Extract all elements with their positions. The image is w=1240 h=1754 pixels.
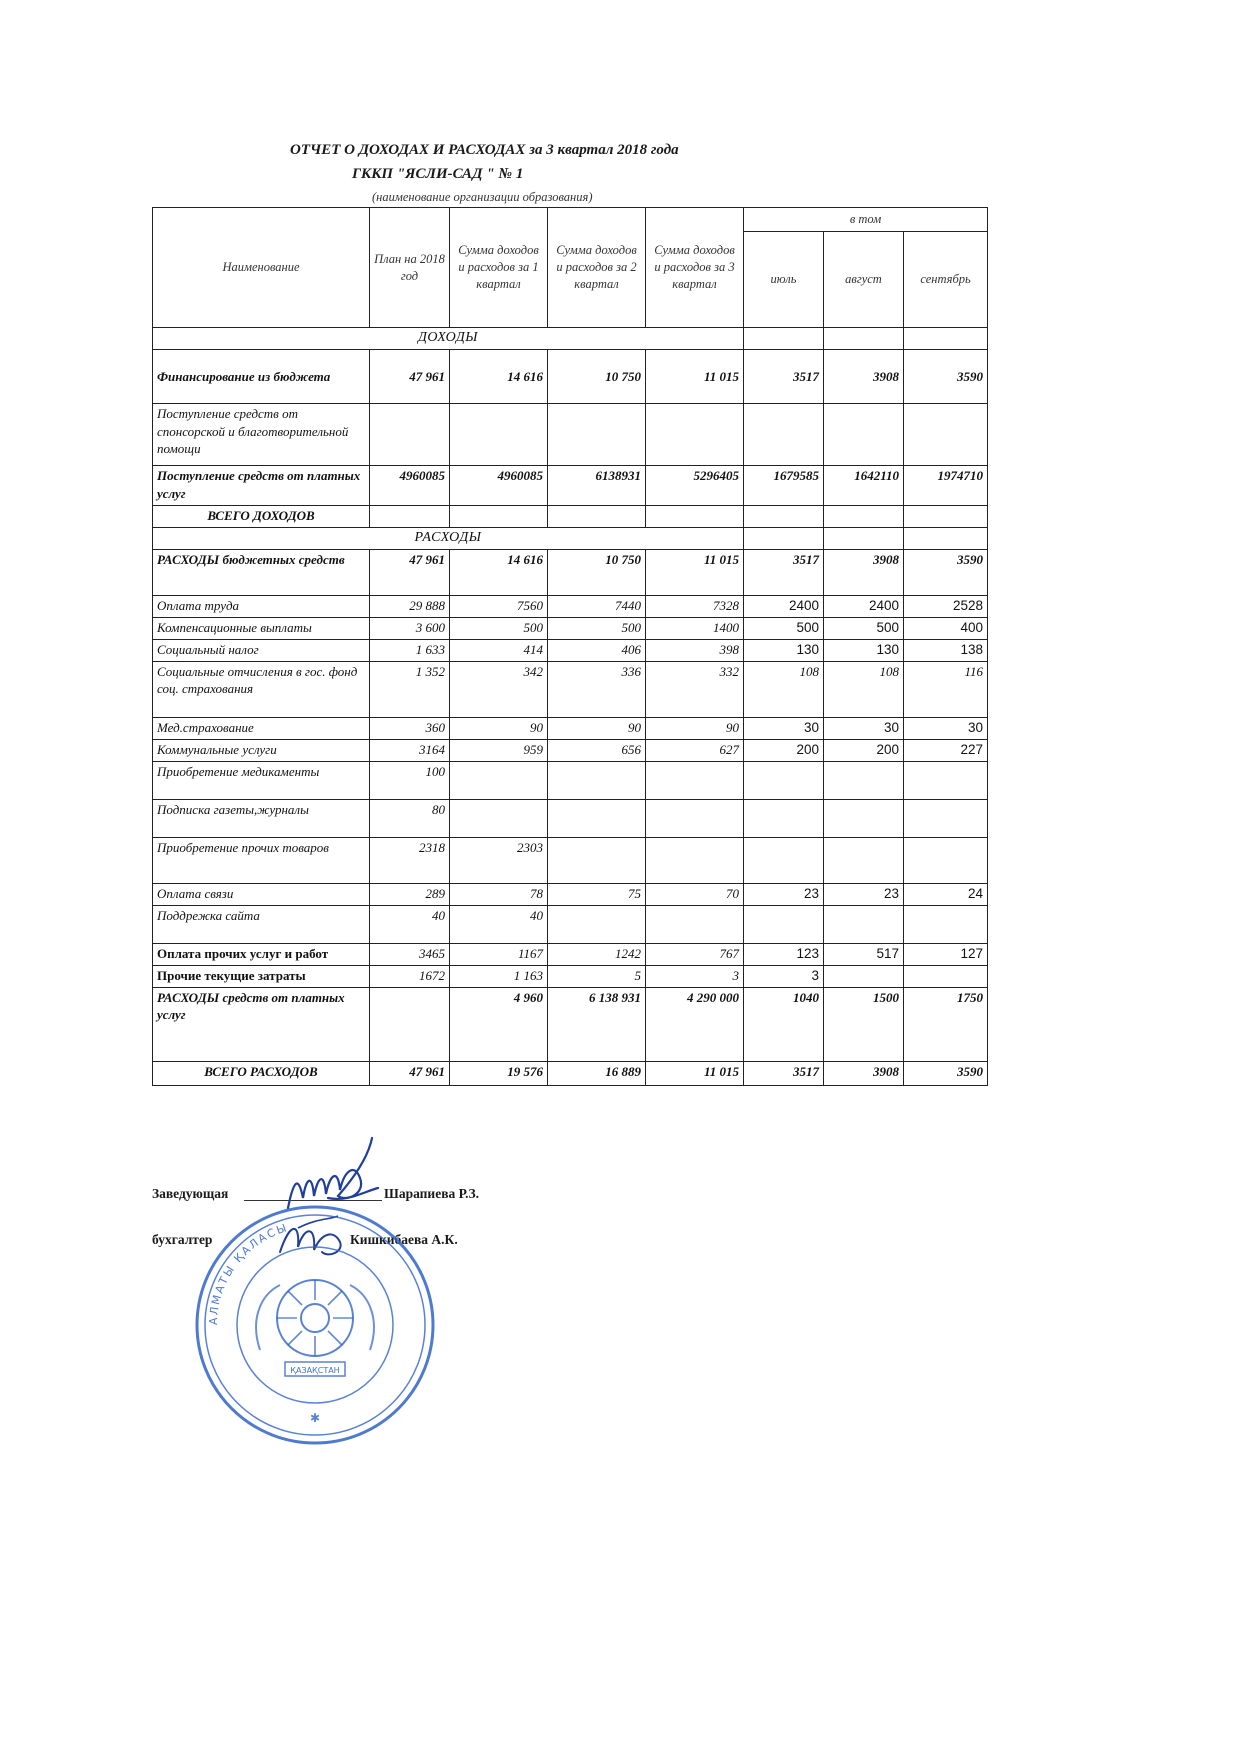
table-row	[153, 1061, 988, 1085]
cell-m2	[824, 799, 904, 837]
row-label: Оплата труда	[153, 595, 370, 617]
table-row	[153, 987, 988, 1061]
cell-q2	[548, 799, 646, 837]
cell-m1	[744, 761, 824, 799]
cell-plan: 100	[370, 761, 450, 799]
section-expenses: РАСХОДЫ	[153, 528, 744, 550]
cell-m1: 3	[744, 965, 824, 987]
cell-m1: 3517	[744, 1061, 824, 1085]
row-label: РАСХОДЫ бюджетных средств	[153, 549, 370, 595]
row-label: ВСЕГО ДОХОДОВ	[153, 506, 370, 528]
cell-m2	[824, 404, 904, 466]
cell-q1: 19 576	[450, 1061, 548, 1085]
row-label: Оплата связи	[153, 883, 370, 905]
cell-q2: 6 138 931	[548, 987, 646, 1061]
cell-q1: 14 616	[450, 549, 548, 595]
cell-m3	[904, 404, 988, 466]
cell-q2	[548, 506, 646, 528]
row-label: Коммунальные услуги	[153, 739, 370, 761]
cell-q3	[646, 761, 744, 799]
table-row	[153, 617, 988, 639]
cell-m3	[904, 506, 988, 528]
cell-plan	[370, 506, 450, 528]
table-row	[153, 943, 988, 965]
cell-q2: 656	[548, 739, 646, 761]
row-label: Поддрежка сайта	[153, 905, 370, 943]
cell-q1: 342	[450, 661, 548, 717]
cell-m2: 500	[824, 617, 904, 639]
cell-m2: 3908	[824, 549, 904, 595]
cell-q3: 767	[646, 943, 744, 965]
cell-plan: 1 352	[370, 661, 450, 717]
cell-m3	[904, 837, 988, 883]
cell-q2: 7440	[548, 595, 646, 617]
cell-q2	[548, 837, 646, 883]
col-header-september: сентябрь	[904, 232, 988, 328]
cell-m1	[744, 506, 824, 528]
cell-q3: 7328	[646, 595, 744, 617]
cell-m2: 1500	[824, 987, 904, 1061]
cell-q3	[646, 506, 744, 528]
cell-q1	[450, 506, 548, 528]
col-header-plan: План на 2018 год	[370, 208, 450, 328]
table-row	[153, 639, 988, 661]
cell-m3: 3590	[904, 350, 988, 404]
col-header-q2: Сумма доходов и расходов за 2 квартал	[548, 208, 646, 328]
cell-q1: 500	[450, 617, 548, 639]
report-title: ОТЧЕТ О ДОХОДАХ И РАСХОДАХ за 3 квартал 2018 года	[290, 142, 679, 158]
cell-plan: 1 633	[370, 639, 450, 661]
row-label: ВСЕГО РАСХОДОВ	[153, 1061, 370, 1085]
table-row	[153, 739, 988, 761]
cell-q3: 398	[646, 639, 744, 661]
cell-q3: 1400	[646, 617, 744, 639]
cell-m3: 30	[904, 717, 988, 739]
cell-q3	[646, 404, 744, 466]
cell-plan: 47 961	[370, 350, 450, 404]
cell-q2: 90	[548, 717, 646, 739]
cell-plan: 80	[370, 799, 450, 837]
cell-m1: 1040	[744, 987, 824, 1061]
cell-plan: 289	[370, 883, 450, 905]
cell-m3	[904, 761, 988, 799]
cell-plan: 360	[370, 717, 450, 739]
cell-q1: 4960085	[450, 466, 548, 506]
table-row	[153, 350, 988, 404]
cell-plan: 3164	[370, 739, 450, 761]
cell-q2: 10 750	[548, 350, 646, 404]
cell-q2: 16 889	[548, 1061, 646, 1085]
cell-plan: 1672	[370, 965, 450, 987]
cell-m3: 3590	[904, 549, 988, 595]
row-label: Социальный налог	[153, 639, 370, 661]
accountant-role: бухгалтер	[152, 1232, 213, 1247]
cell-q1: 14 616	[450, 350, 548, 404]
cell-m2: 3908	[824, 350, 904, 404]
cell-q2	[548, 905, 646, 943]
cell-q2: 406	[548, 639, 646, 661]
cell-q1: 2303	[450, 837, 548, 883]
cell-m2	[824, 965, 904, 987]
cell-m1: 3517	[744, 350, 824, 404]
cell-m3	[904, 799, 988, 837]
cell-m1	[744, 799, 824, 837]
svg-text:✱: ✱	[309, 1411, 321, 1425]
cell-q3: 4 290 000	[646, 987, 744, 1061]
organization-caption: (наименование организации образования)	[372, 190, 593, 204]
cell-m3: 116	[904, 661, 988, 717]
cell-m2: 23	[824, 883, 904, 905]
cell-q2: 500	[548, 617, 646, 639]
cell-m2: 200	[824, 739, 904, 761]
col-header-august: август	[824, 232, 904, 328]
cell-m1: 1679585	[744, 466, 824, 506]
cell-m2	[824, 837, 904, 883]
cell-q1: 1 163	[450, 965, 548, 987]
cell-q2: 6138931	[548, 466, 646, 506]
table-row	[153, 883, 988, 905]
cell-m2	[824, 905, 904, 943]
cell-m1	[744, 837, 824, 883]
row-label: Мед.страхование	[153, 717, 370, 739]
table-row	[153, 404, 988, 466]
cell-plan	[370, 404, 450, 466]
cell-q3	[646, 905, 744, 943]
row-label: РАСХОДЫ средств от платных услуг	[153, 987, 370, 1061]
stamp-center-text: ҚАЗАҚСТАН	[290, 1366, 340, 1375]
cell-m1: 130	[744, 639, 824, 661]
organization-name: ГККП "ЯСЛИ-САД " № 1	[352, 166, 524, 182]
cell-m3: 1974710	[904, 466, 988, 506]
row-label: Подписка газеты,журналы	[153, 799, 370, 837]
table-row	[153, 661, 988, 717]
cell-q1: 78	[450, 883, 548, 905]
cell-q3: 627	[646, 739, 744, 761]
cell-q1	[450, 799, 548, 837]
cell-m1: 123	[744, 943, 824, 965]
cell-q3: 11 015	[646, 1061, 744, 1085]
cell-q2: 336	[548, 661, 646, 717]
cell-m1: 2400	[744, 595, 824, 617]
cell-q2: 1242	[548, 943, 646, 965]
table-row	[153, 595, 988, 617]
cell-m2: 3908	[824, 1061, 904, 1085]
cell-q3: 5296405	[646, 466, 744, 506]
cell-m1	[744, 404, 824, 466]
cell-q1: 7560	[450, 595, 548, 617]
row-label: Социальные отчисления в гос. фонд соц. страхования	[153, 661, 370, 717]
cell-m3: 127	[904, 943, 988, 965]
row-label: Оплата прочих услуг и работ	[153, 943, 370, 965]
col-header-q3: Сумма доходов и расходов за 3 квартал	[646, 208, 744, 328]
cell-m1: 200	[744, 739, 824, 761]
section-income: ДОХОДЫ	[153, 328, 744, 350]
cell-plan: 2318	[370, 837, 450, 883]
cell-m3: 1750	[904, 987, 988, 1061]
cell-plan: 47 961	[370, 549, 450, 595]
cell-q3: 70	[646, 883, 744, 905]
cell-plan: 47 961	[370, 1061, 450, 1085]
row-label: Финансирование из бюджета	[153, 350, 370, 404]
cell-q1	[450, 404, 548, 466]
col-header-july: июль	[744, 232, 824, 328]
accountant-name: Кишкибаева А.К.	[350, 1232, 458, 1247]
cell-plan: 40	[370, 905, 450, 943]
row-label: Прочие текущие затраты	[153, 965, 370, 987]
cell-m2: 130	[824, 639, 904, 661]
cell-m1: 500	[744, 617, 824, 639]
cell-m3: 24	[904, 883, 988, 905]
cell-m1: 3517	[744, 549, 824, 595]
cell-q1: 40	[450, 905, 548, 943]
col-header-including: в том	[744, 208, 988, 232]
cell-q3: 332	[646, 661, 744, 717]
cell-q1: 414	[450, 639, 548, 661]
table-row	[153, 905, 988, 943]
cell-q1	[450, 761, 548, 799]
cell-m2: 517	[824, 943, 904, 965]
cell-q3	[646, 837, 744, 883]
cell-plan: 3465	[370, 943, 450, 965]
cell-m3: 227	[904, 739, 988, 761]
cell-q1: 4 960	[450, 987, 548, 1061]
cell-plan: 29 888	[370, 595, 450, 617]
col-header-q1: Сумма доходов и расходов за 1 квартал	[450, 208, 548, 328]
income-expense-table	[152, 207, 988, 1086]
cell-q1: 90	[450, 717, 548, 739]
table-row	[153, 717, 988, 739]
official-stamp	[190, 1200, 440, 1450]
table-row	[153, 549, 988, 595]
cell-q2: 75	[548, 883, 646, 905]
head-name: Шарапиева Р.З.	[384, 1186, 480, 1201]
table-row	[153, 965, 988, 987]
row-label: Компенсационные выплаты	[153, 617, 370, 639]
cell-m3: 138	[904, 639, 988, 661]
cell-m2: 1642110	[824, 466, 904, 506]
table-row	[153, 761, 988, 799]
cell-m2: 30	[824, 717, 904, 739]
cell-q2: 10 750	[548, 549, 646, 595]
cell-m3	[904, 905, 988, 943]
cell-m3: 3590	[904, 1061, 988, 1085]
cell-m1	[744, 905, 824, 943]
cell-m2	[824, 761, 904, 799]
cell-q3: 90	[646, 717, 744, 739]
cell-q1: 959	[450, 739, 548, 761]
cell-q3: 11 015	[646, 549, 744, 595]
row-label: Поступление средств от спонсорской и благотворительной помощи	[153, 404, 370, 466]
row-label: Поступление средств от платных услуг	[153, 466, 370, 506]
cell-q2: 5	[548, 965, 646, 987]
head-role: Заведующая	[152, 1186, 229, 1201]
row-label: Приобретение прочих товаров	[153, 837, 370, 883]
cell-m1: 23	[744, 883, 824, 905]
cell-m1: 30	[744, 717, 824, 739]
table-row	[153, 837, 988, 883]
cell-plan	[370, 987, 450, 1061]
cell-m1: 108	[744, 661, 824, 717]
cell-q3: 11 015	[646, 350, 744, 404]
cell-m2: 108	[824, 661, 904, 717]
cell-q1: 1167	[450, 943, 548, 965]
table-row	[153, 799, 988, 837]
cell-m2: 2400	[824, 595, 904, 617]
cell-m2	[824, 506, 904, 528]
cell-q2	[548, 404, 646, 466]
cell-q3	[646, 799, 744, 837]
table-row	[153, 506, 988, 528]
cell-m3	[904, 965, 988, 987]
cell-plan: 3 600	[370, 617, 450, 639]
cell-plan: 4960085	[370, 466, 450, 506]
cell-q2	[548, 761, 646, 799]
cell-q3: 3	[646, 965, 744, 987]
table-row	[153, 466, 988, 506]
col-header-name: Наименование	[153, 208, 370, 328]
cell-m3: 400	[904, 617, 988, 639]
row-label: Приобретение медикаменты	[153, 761, 370, 799]
cell-m3: 2528	[904, 595, 988, 617]
stamp-ring-text: АЛМАТЫ ҚАЛАСЫ	[206, 1220, 290, 1326]
